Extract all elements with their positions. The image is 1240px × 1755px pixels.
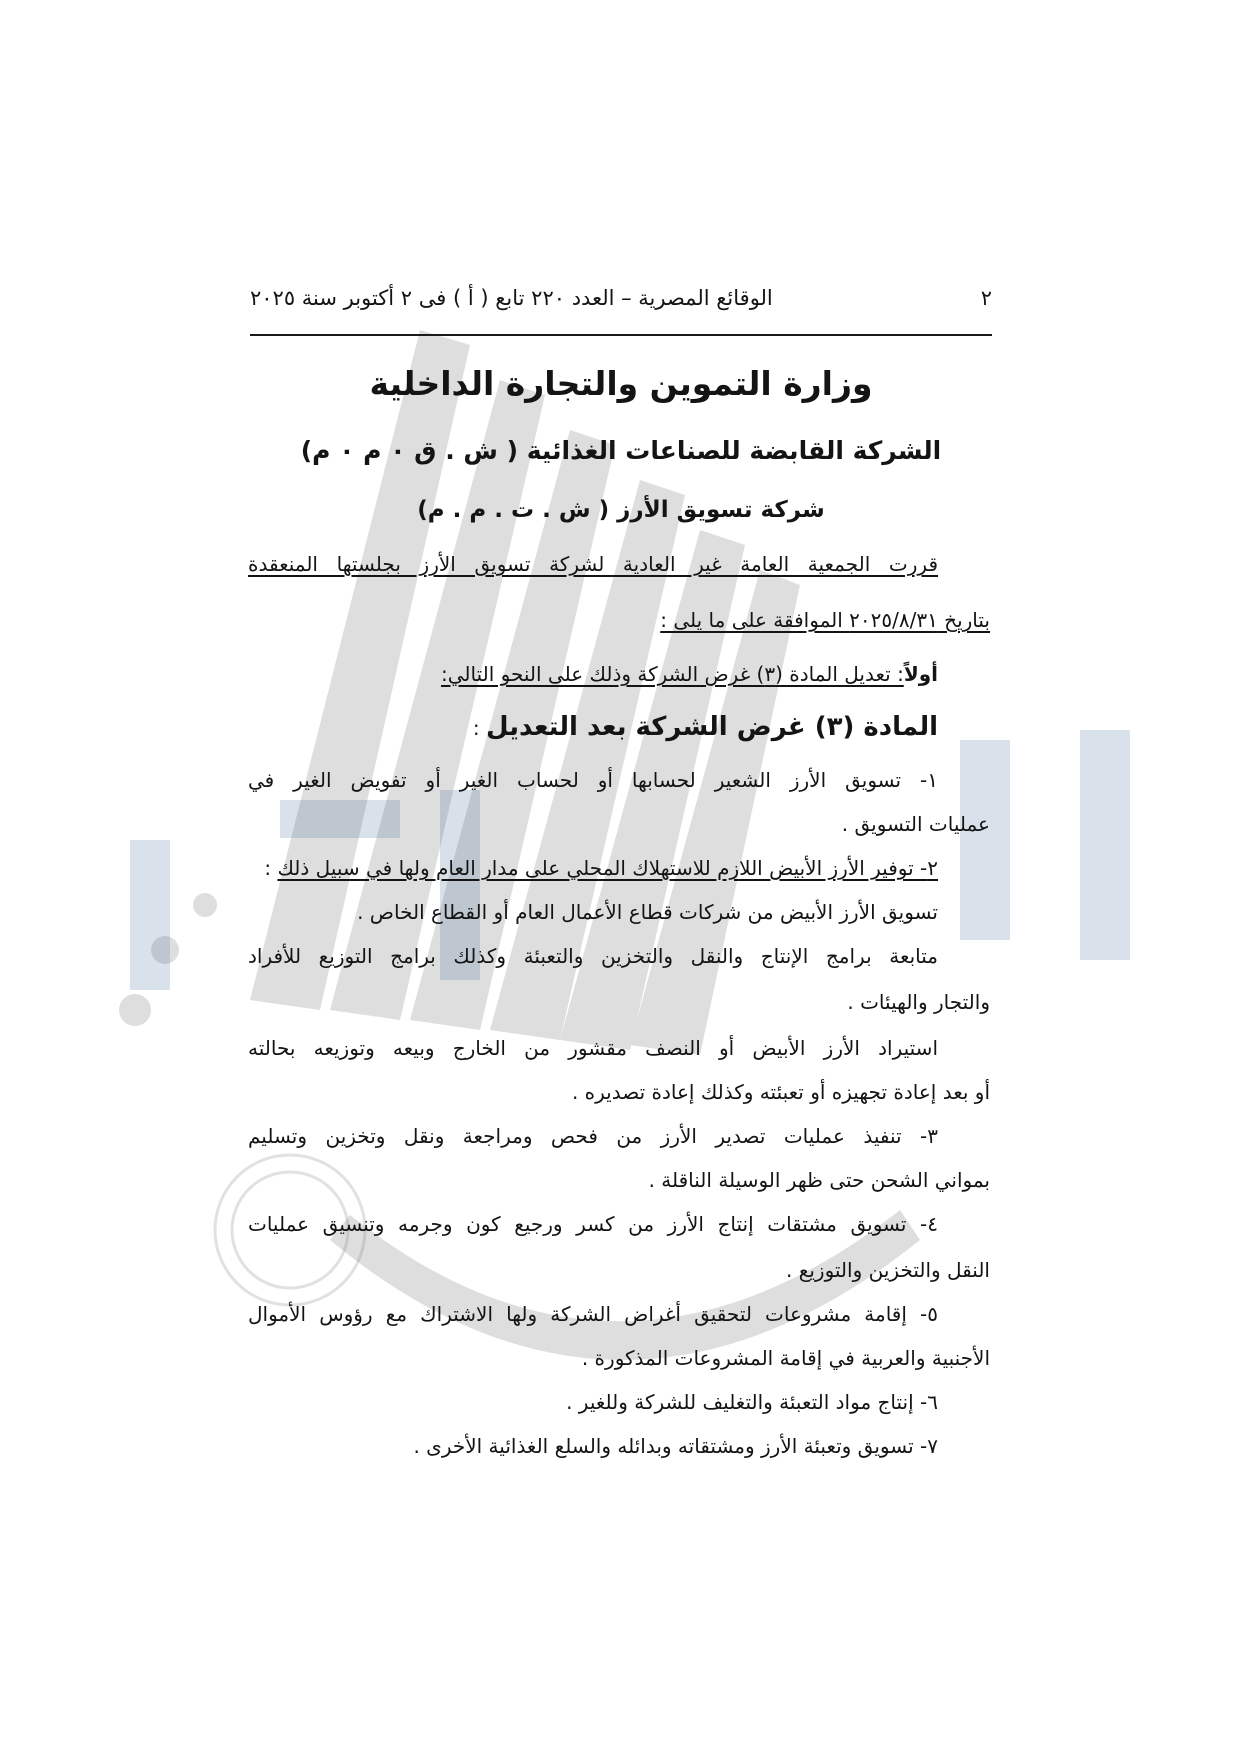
- item-7: ٧- تسويق وتعبئة الأرز ومشتقاته وبدائله والسلع الغذائية الأخرى .: [413, 1434, 938, 1458]
- item-1-line-2: عمليات التسويق .: [841, 812, 990, 836]
- item-2-text: ٢- توفير الأرز الأبيض اللازم للاستهلاك المحلي على مدار العام ولها في سبيل ذلك: [277, 856, 938, 880]
- header-divider: [250, 334, 992, 336]
- first-resolution: [196, 662, 938, 686]
- item-3-line-2: بمواني الشحن حتى ظهر الوسيلة الناقلة .: [648, 1168, 990, 1192]
- item-2-sub-3-line-2: أو بعد إعادة تجهيزه أو تعبئته وكذلك إعادة تصديره .: [571, 1080, 990, 1104]
- company-title: شركة تسويق الأرز ( ش . ت . م . م): [417, 497, 825, 523]
- intro-text: بتاريخ ٢٠٢٥/٨/٣١ الموافقة على ما يلى :: [660, 608, 990, 632]
- running-header: [250, 286, 992, 310]
- item-3-line-1: ٣- تنفيذ عمليات تصدير الأرز من فحص ومراجعة ونقل وتخزين وتسليم: [248, 1124, 938, 1148]
- item-6: ٦- إنتاج مواد التعبئة والتغليف للشركة وللغير .: [566, 1390, 938, 1414]
- publication-line: الوقائع المصرية – العدد ٢٢٠ تابع ( أ ) فى ٢ أكتوبر سنة ٢٠٢٥: [250, 286, 773, 310]
- item-2-sub-2-line-1: متابعة برامج الإنتاج والنقل والتخزين والتعبئة وكذلك برامج التوزيع للأفراد: [248, 944, 938, 968]
- intro-line-2: [248, 608, 990, 632]
- item-4-line-2: النقل والتخزين والتوزيع .: [785, 1258, 990, 1282]
- item-2-sub-2-line-2: والتجار والهيئات .: [847, 990, 990, 1014]
- article-heading-colon: :: [472, 716, 487, 740]
- item-4-line-1: ٤- تسويق مشتقات إنتاج الأرز من كسر ورجيع كون وجرمه وتنسيق عمليات: [248, 1212, 938, 1236]
- article-heading: [196, 712, 938, 742]
- intro-line-1: قررت الجمعية العامة غير العادية لشركة تسويق الأرز بجلستها المنعقدة: [248, 552, 938, 576]
- item-2-sub-3-line-1: استيراد الأرز الأبيض أو النصف مقشور من الخارج وبيعه وتوزيعه بحالته: [248, 1036, 938, 1060]
- page-number: ٢: [980, 286, 992, 310]
- first-text: : تعديل المادة (٣) غرض الشركة وذلك على النحو التالي:: [440, 662, 904, 686]
- item-5-line-1: ٥- إقامة مشروعات لتحقيق أغراض الشركة ولها الاشتراك مع رؤوس الأموال: [248, 1302, 938, 1326]
- item-2-sub-1: تسويق الأرز الأبيض من شركات قطاع الأعمال العام أو القطاع الخاص .: [357, 900, 938, 924]
- holding-company-title: الشركة القابضة للصناعات الغذائية ( ش . ق ٠ م ٠ م): [300, 436, 942, 465]
- item-2-colon: :: [264, 856, 278, 880]
- ministry-title: وزارة التموين والتجارة الداخلية: [369, 364, 873, 403]
- item-2-line-1: [196, 856, 938, 880]
- item-5-line-2: الأجنبية والعربية في إقامة المشروعات المذكورة .: [581, 1346, 990, 1370]
- first-label: أولاً: [903, 662, 938, 686]
- item-1-line-1: ١- تسويق الأرز الشعير لحسابها أو لحساب الغير أو تفويض الغير في: [248, 768, 938, 792]
- article-heading-text: المادة (٣) غرض الشركة بعد التعديل: [486, 712, 938, 742]
